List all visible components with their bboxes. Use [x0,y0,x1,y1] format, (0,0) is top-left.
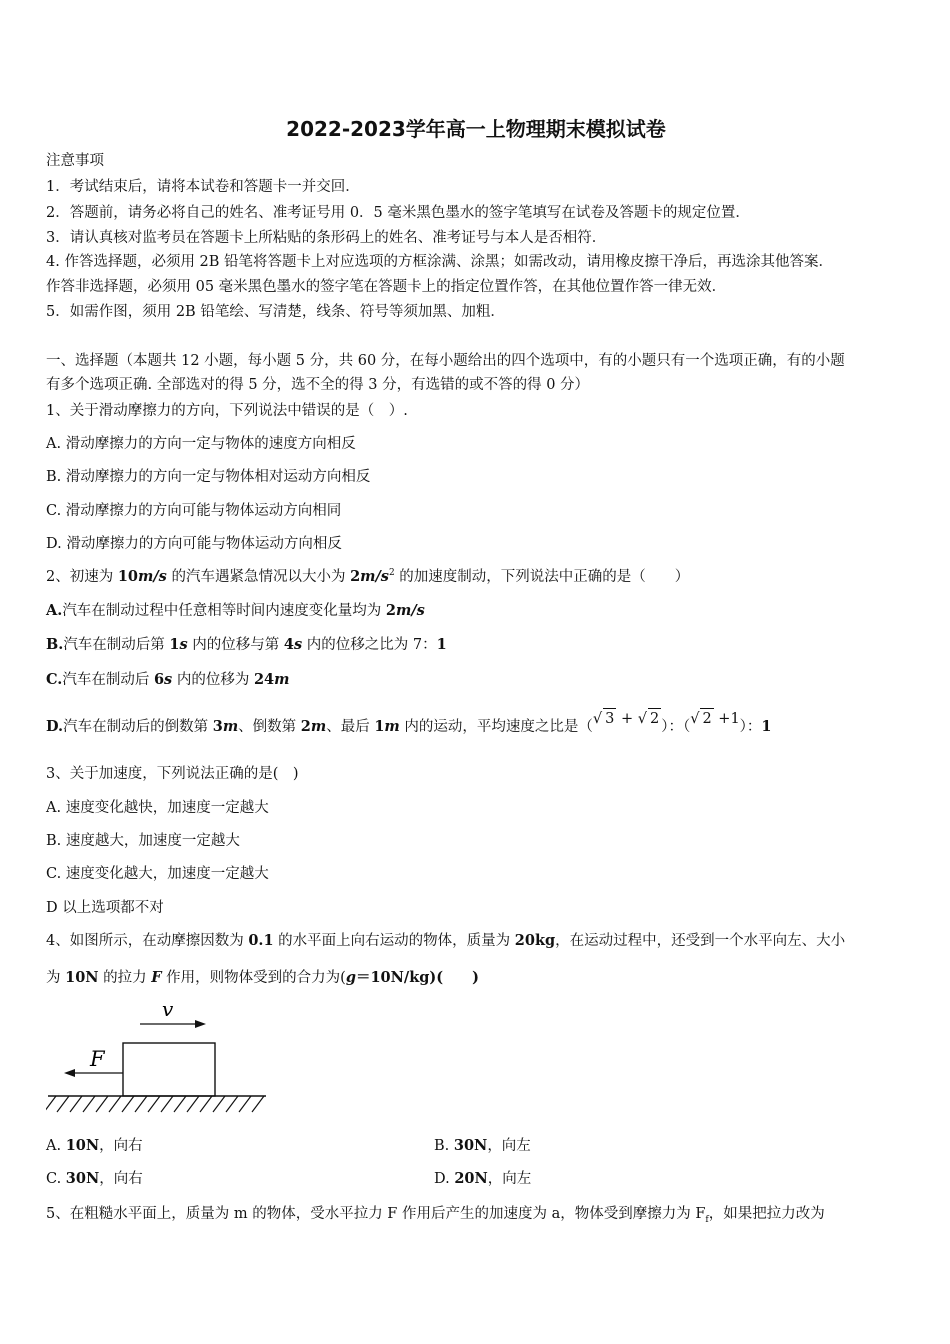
q2-option-c: C.汽车在制动后 6s 内的位移为 24m [46,671,290,688]
q3-stem: 3、关于加速度，下列说法正确的是( ) [46,766,299,782]
notice-item-2: 2．答题前，请务必将自己的姓名、准考证号用 0．5 毫米黑色墨水的签字笔填写在试卷及答题卡的规定位置． [46,205,750,221]
hatch-stroke [57,1096,69,1112]
q3-option-d: D 以上选项都不对 [46,900,164,916]
hatch-stroke [174,1096,186,1112]
notice-heading: 注意事项 [46,153,104,169]
hatch-stroke [109,1096,121,1112]
velocity-arrow-head [195,1020,206,1028]
notice-item-3: 3．请认真核对监考员在答题卡上所粘贴的条形码上的姓名、准考证号与本人是否相符． [46,230,607,246]
notice-item-4: 4. 作答选择题，必须用 2B 铅笔将答题卡上对应选项的方框涂满、涂黑；如需改动，请用橡皮擦干净后，再选涂其他答案． [46,254,834,270]
section-instruction-2: 有多个选项正确. 全部选对的得 5 分，选不全的得 3 分，有选错的或不答的得 0 分） [46,377,590,393]
q1-option-b: B. 滑动摩擦力的方向一定与物体相对运动方向相反 [46,469,371,485]
q5-stem: 5、在粗糙水平面上，质量为 m 的物体，受水平拉力 F 作用后产生的加速度为 a，物体受到摩擦力为 $F_f$，如果把拉力改为 [46,1206,825,1225]
q1-stem: 1、关于滑动摩擦力的方向，下列说法中错误的是（ ）. [46,403,408,419]
hatch-stroke [148,1096,160,1112]
q4-stem-line-1: 4、如图所示，在动摩擦因数为 0.1 的水平面上向右运动的物体，质量为 20kg，在运动过程中，还受到一个水平向左、大小 [46,932,846,949]
q2-option-b: B.汽车在制动后第 1s 内的位移与第 4s 内的位移之比为 7：1 [46,636,447,653]
q4-option-d: D. 20N，向左 [434,1170,532,1187]
q4-option-b: B. 30N，向左 [434,1137,531,1154]
q2-option-d: D.汽车在制动后的倒数第 3m、倒数第 2m、最后 1m 内的运动，平均速度之比是（√ 3 + √ 2 ）：（√ 2 +1）：1 [46,716,772,737]
page-title: 2022-2023学年高一上物理期末模拟试卷 [286,117,666,141]
hatch-stroke [46,1096,56,1112]
force-label: F [90,1047,105,1071]
section-instruction-1: 一、选择题（本题共 12 小题，每小题 5 分，共 60 分，在每小题给出的四个选项中，有的小题只有一个选项正确，有的小题 [46,353,845,369]
notice-item-6: 5．如需作图，须用 2B 铅笔绘、写清楚，线条、符号等须加黑、加粗． [46,304,505,320]
hatch-stroke [252,1096,264,1112]
hatch-stroke [161,1096,173,1112]
hatch-stroke [83,1096,95,1112]
hatch-stroke [213,1096,225,1112]
hatch-stroke [70,1096,82,1112]
ground-hatching [46,1096,264,1112]
q2-option-a: A.汽车在制动过程中任意相等时间内速度变化量均为 2m/s [46,602,425,619]
hatch-stroke [96,1096,108,1112]
q3-option-c: C. 速度变化越大，加速度一定越大 [46,866,269,882]
notice-item-1: 1．考试结束后，请将本试卷和答题卡一并交回． [46,179,360,195]
q1-option-d: D. 滑动摩擦力的方向可能与物体运动方向相反 [46,536,342,552]
velocity-label: v [162,998,174,1021]
q1-option-c: C. 滑动摩擦力的方向可能与物体运动方向相同 [46,503,342,519]
hatch-stroke [135,1096,147,1112]
q4-force-diagram [46,998,276,1122]
q1-option-a: A. 滑动摩擦力的方向一定与物体的速度方向相反 [46,436,356,452]
notice-item-5: 作答非选择题，必须用 05 毫米黑色墨水的签字笔在答题卡上的指定位置作答，在其他位置作答一律无效． [46,279,727,295]
ratio-term-1: √ 3 + √ 2 [593,711,661,727]
q2-stem: 2、初速为 10m/s 的汽车遇紧急情况以大小为 $2m/s^2$ 的加速度制动，下列说法中正确的是（ ） [46,568,690,585]
hatch-stroke [200,1096,212,1112]
ratio-term-2: √ 2 +1 [690,711,739,727]
q3-option-b: B. 速度越大，加速度一定越大 [46,833,240,849]
q4-option-c: C. 30N，向右 [46,1170,143,1187]
q3-option-a: A. 速度变化越快，加速度一定越大 [46,800,269,816]
force-arrow-head [64,1069,75,1077]
q4-option-a: A. 10N，向右 [46,1137,143,1154]
block [123,1043,215,1096]
hatch-stroke [122,1096,134,1112]
q4-stem-line-2: 为 10N 的拉力 F 作用，则物体受到的合力为(g＝10N/kg)( ) [46,969,479,986]
hatch-stroke [239,1096,251,1112]
hatch-stroke [226,1096,238,1112]
hatch-stroke [187,1096,199,1112]
